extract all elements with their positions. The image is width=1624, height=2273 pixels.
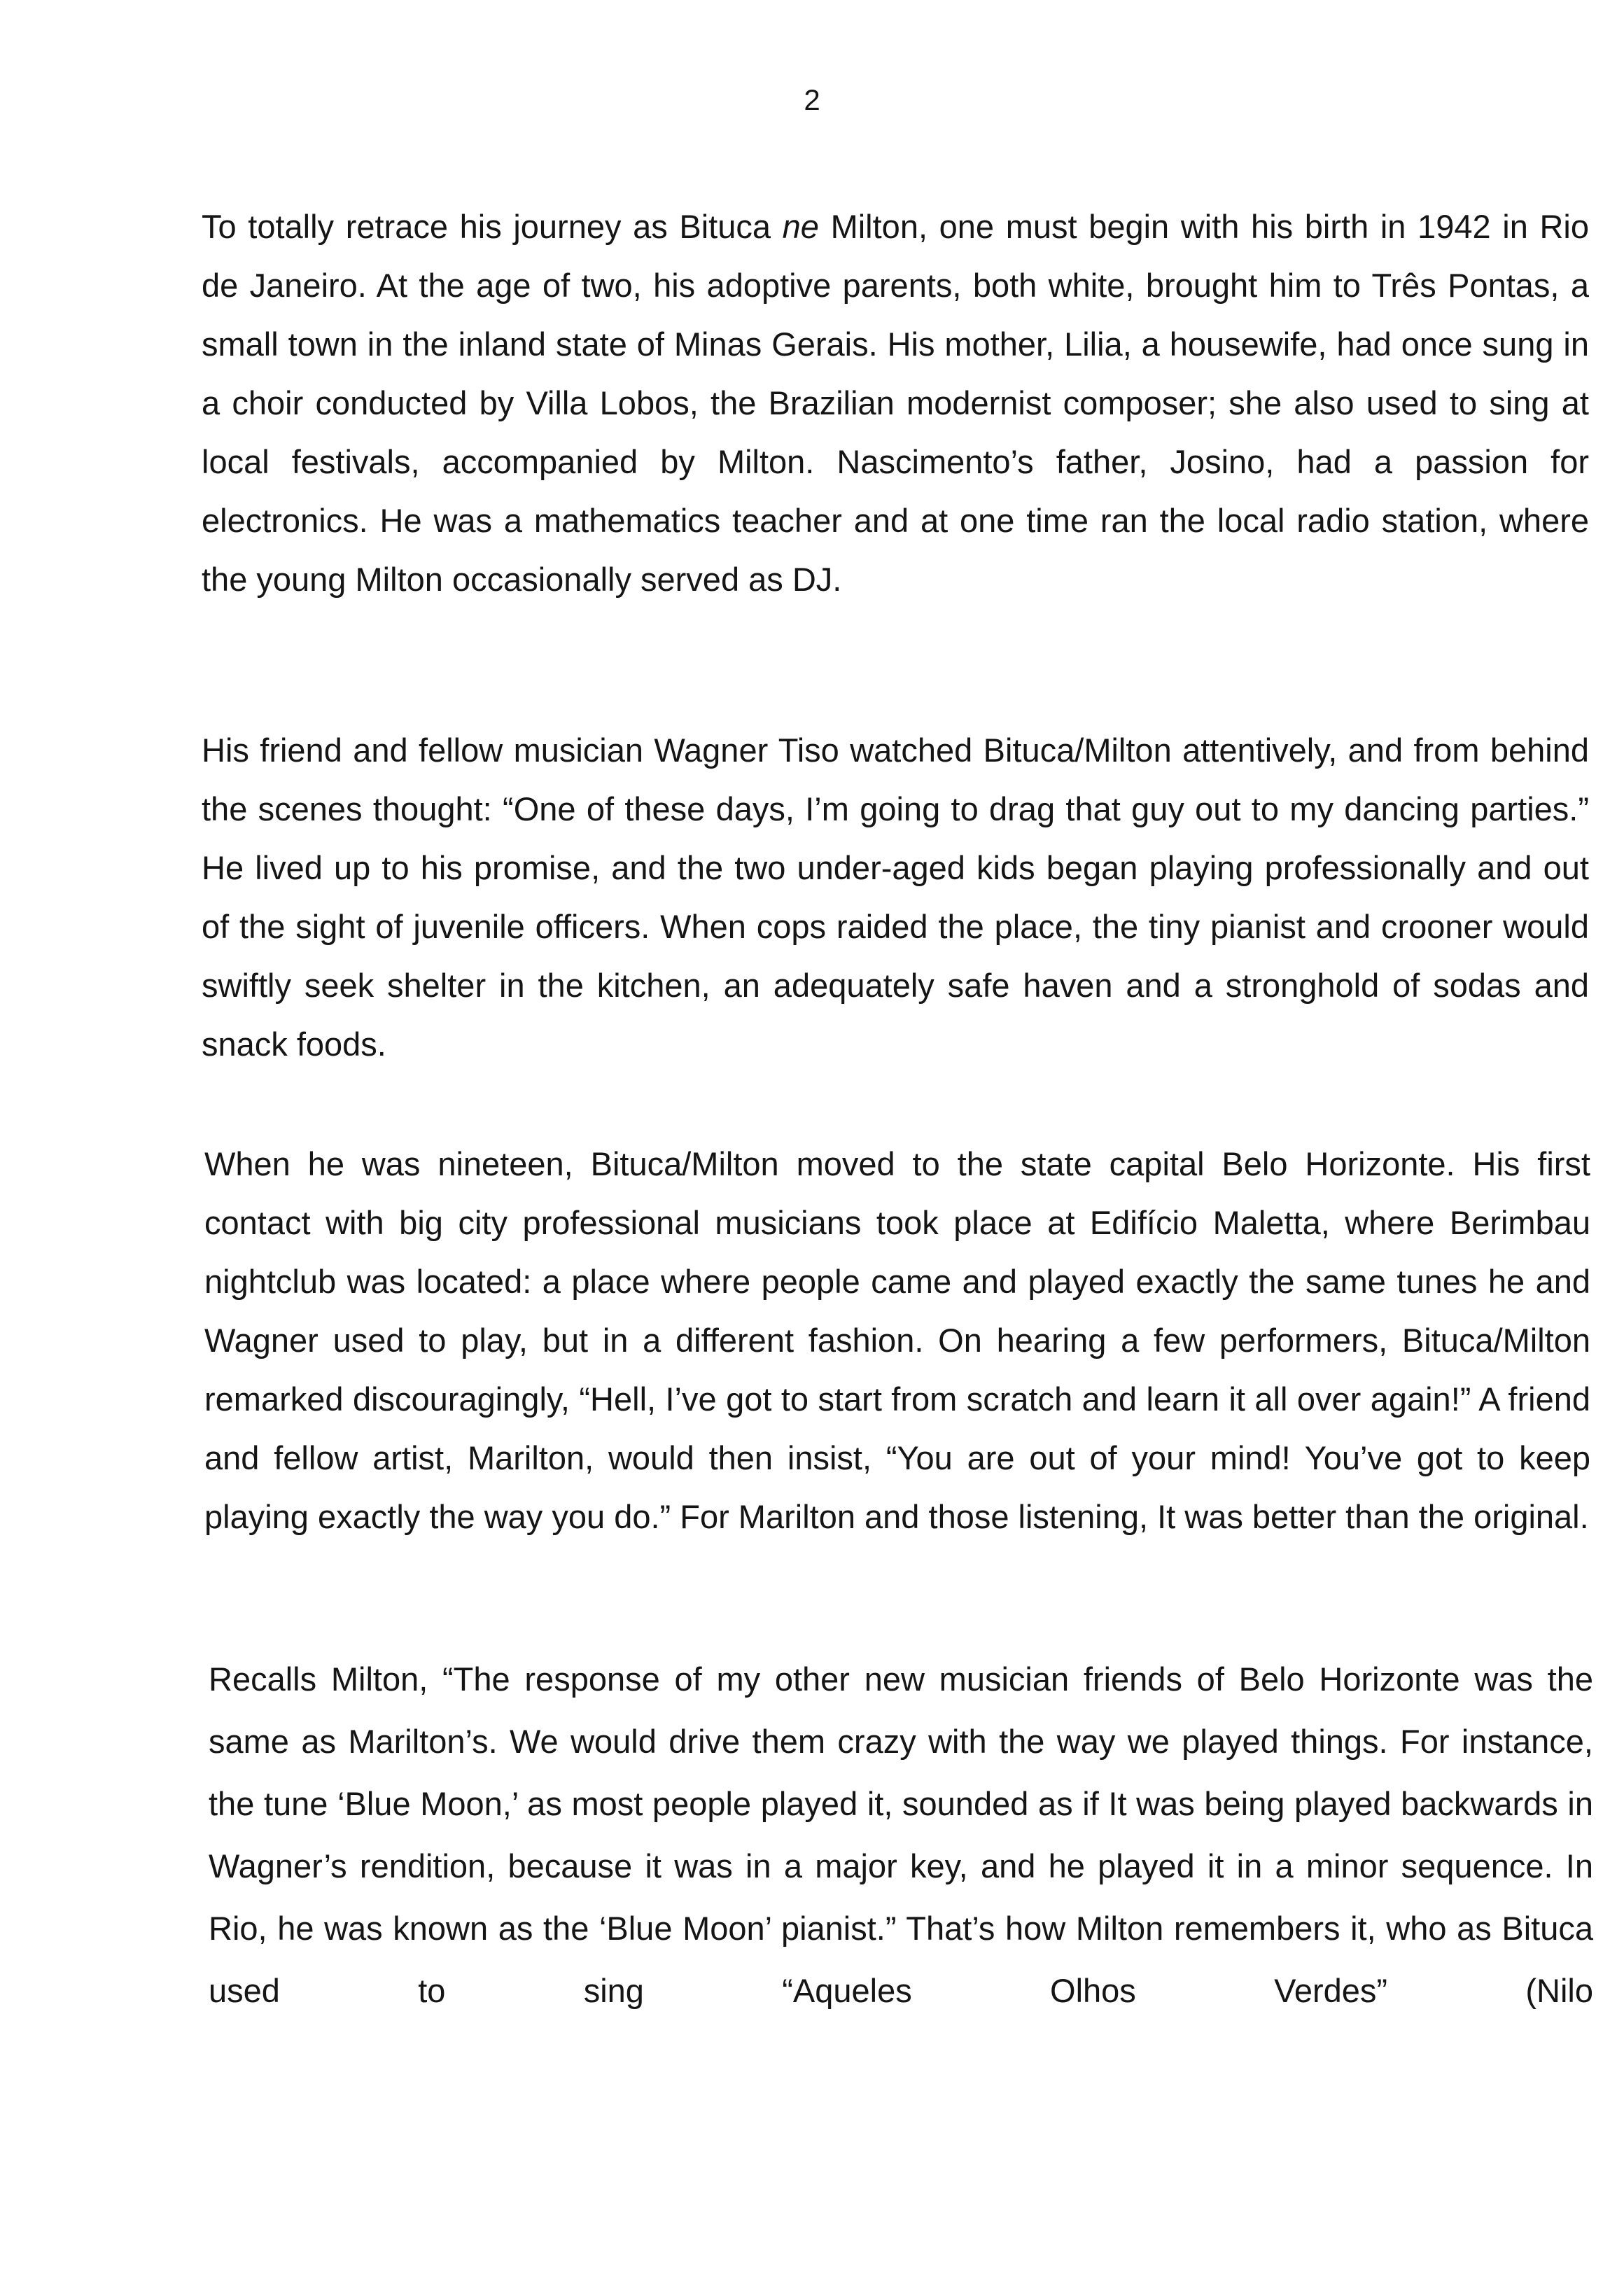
paragraph-text: Milton, one must begin with his birth in 1942 in Rio de Janeiro. At the age of two, his adoptive parents, both white, brought him to Três Pontas, a small town in the inland state of Minas Gerais. His mother, Lilia, a housewife, had once sung in a choir conducted by Villa Lobos, the Brazilian modernist composer; she also used to sing at local festivals, accompanied by Milton. Nascimento’s father, Josino, had a passion for electronics. He was a mathematics teacher and at one time ran the local radio station, where the young Milton occasionally served as DJ. [202,208,1589,598]
italic-word: ne [782,208,819,245]
paragraph-blue-moon: Recalls Milton, “The response of my other new musician friends of Belo Horizonte was the same as Marilton’s. We would drive them crazy with the way we played things. For instance, the tune ‘Blue Moon,’ as most people played it, sounded as if It was being played backwards in Wagner’s rendition, because it was in a major key, and he played it in a minor sequence. In Rio, he was known as the ‘Blue Moon’ pianist.” That’s how Milton remembers it, who as Bituca used to sing “Aqueles Olhos Verdes” (Nilo [209,1660,1593,2009]
paragraph-belo-horizonte: When he was nineteen, Bituca/Milton moved to the state capital Belo Horizonte. His first contact with big city professional musicians took place at Edifício Maletta, where Berimbau nightclub was located: a place where people came and played exactly the same tunes he and Wagner used to play, but in a different fashion. On hearing a few performers, Bituca/Milton remarked discouragingly, “Hell, I’ve got to start from scratch and learn it all over again!” A friend and fellow artist, Marilton, would then insist, “You are out of your mind! You’ve got to keep playing exactly the way you do.” For Marilton and those listening, It was better than the original. [204,1145,1590,1535]
paragraph-birth-and-family [202,197,1589,609]
paragraph-wagner-tiso: His friend and fellow musician Wagner Tiso watched Bituca/Milton attentively, and from behind the scenes thought: “One of these days, I’m going to drag that guy out to my dancing parties.” He lived up to his promise, and the two under-aged kids began playing professionally and out of the sight of juvenile officers. When cops raided the place, the tiny pianist and crooner would swiftly seek shelter in the kitchen, an adequately safe haven and a stronghold of sodas and snack foods. [202,732,1589,1063]
page-number: 2 [804,83,820,116]
paragraph-text: To totally retrace his journey as Bituca [202,208,783,245]
